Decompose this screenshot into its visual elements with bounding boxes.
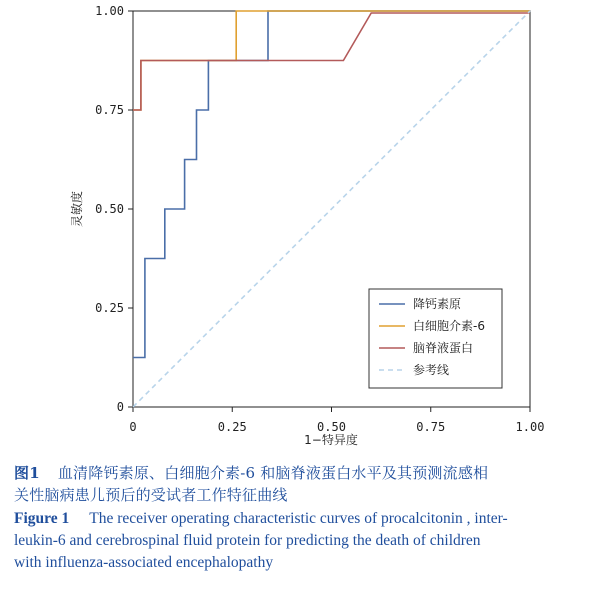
legend-label: 脑脊液蛋白 [413,341,474,355]
series-line-csf-protein [133,13,530,110]
y-tick-label: 1.00 [95,4,124,18]
y-tick-label: 0 [116,400,124,414]
x-tick-label: 1.00 [515,420,545,434]
caption-cn-text-1: 血清降钙素原、白细胞介素-6 和脑脊液蛋白水平及其预测流感相 [57,464,489,482]
legend-label: 降钙素原 [413,297,462,311]
x-tick-label: 0.50 [317,420,346,434]
caption-cn-line-1 [14,462,594,484]
caption-en-line-3: with influenza-associated encephalopathy [14,554,274,571]
y-tick-label: 0.75 [95,103,124,117]
y-tick-label: 0.50 [95,202,124,216]
caption-en-text-1: The receiver operating characteristic curves of procalcitonin , inter- [89,510,508,527]
y-tick-label: 0.25 [95,301,124,315]
caption-en-line-2: leukin-6 and cerebrospinal fluid protein for predicting the death of children [14,532,481,549]
caption-cn-label: 图1 [14,464,40,482]
x-tick-label: 0.25 [217,420,247,434]
legend-label: 白细胞介素-6 [413,319,485,333]
caption-en-label: Figure 1 [14,510,70,527]
x-axis-title: 1−特异度 [304,433,358,447]
caption-cn-line-2: 关性脑病患儿预后的受试者工作特征曲线 [14,486,288,504]
y-axis-title: 灵敏度 [70,190,84,228]
legend [369,289,502,388]
caption-en-line-1 [14,508,594,530]
x-tick-label: 0 [129,420,137,434]
legend-label: 参考线 [413,363,450,377]
x-tick-label: 0.75 [416,420,446,434]
figure-caption [14,462,594,574]
